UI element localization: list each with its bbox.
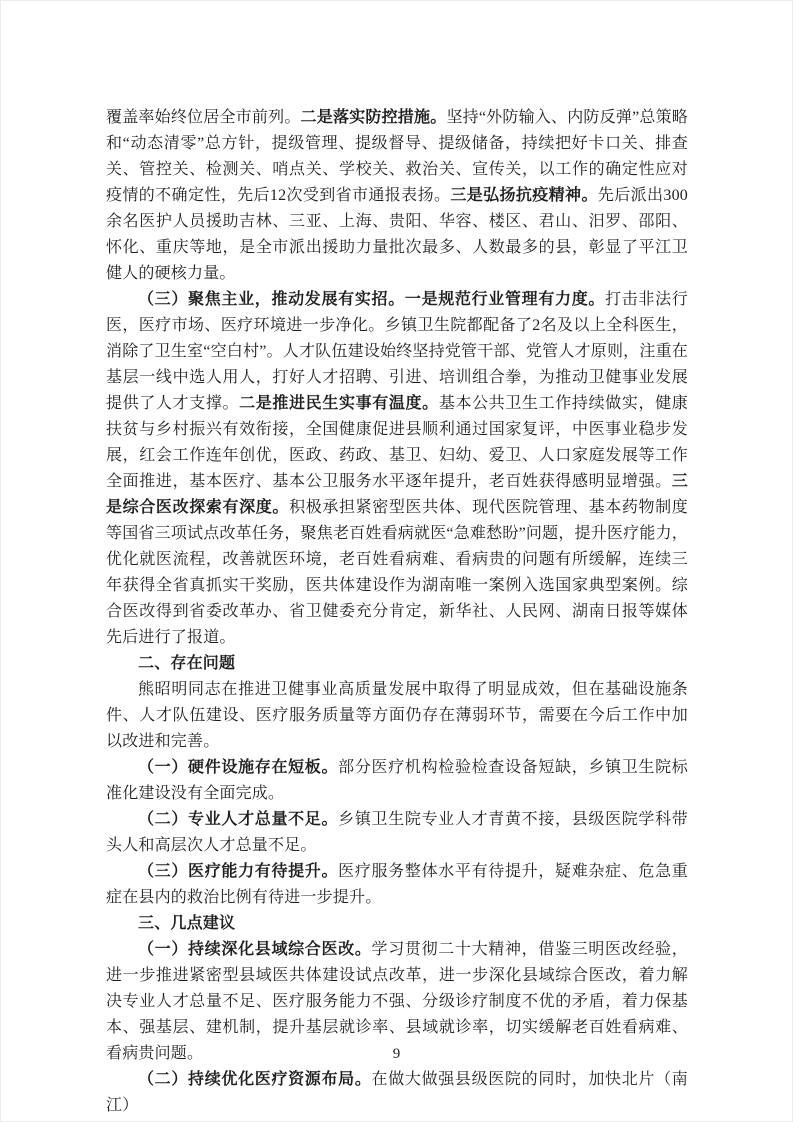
text-run: （二）专业人才总量不足。 [138,811,339,828]
paragraph [106,807,688,859]
text-run: 乡镇卫生院专业人才青黄不接，县级医院学科带头人和高层次人才总量不足。 [106,811,688,854]
text-run: 部分医疗机构检验检查设备短缺，乡镇卫生院标准化建设没有全面完成。 [106,759,688,802]
text-run: 二是推进民生实事有温度。 [239,395,439,412]
text-run: 积极承担紧密型医共体、现代医院管理、基本药物制度等国省三项试点改革任务，聚焦老百姓看病就医“急难愁盼”问题，提升医疗能力，优化就医流程，改善就医环境，老百姓看病难、看病贵的问题有所缓解，连续三年获得全省真抓实干奖励，医共体建设作为湖南唯一案例入选国家典型案例。综合医改得到省委改革办、省卫健委充分肯定，新华社、人民网、湖南日报等媒体先后进行了报道。 [106,499,688,646]
text-run: 基本公共卫生工作持续做实，健康扶贫与乡村振兴有效衔接，全国健康促进县顺利通过国家复评，中医事业稳步发展，红会工作连年创优，医政、药政、基卫、妇幼、爱卫、人口家庭发展等工作全面推进，基本医疗、基本公卫服务水平逐年提升，老百姓获得感明显增强。 [106,395,688,490]
text-run: （三）医疗能力有待提升。 [138,863,339,880]
text-run: 在做大做强县级医院的同时，加快北片（南江） [106,1071,688,1114]
text-run: 二、存在问题 [138,655,236,672]
paragraph [106,755,688,807]
text-run: （一）硬件设施存在短板。 [138,759,339,776]
text-run: 三是弘扬抗疫精神。 [450,187,598,204]
text-run: （三）聚焦主业，推动发展有实招。一是规范行业管理有力度。 [138,291,606,308]
paragraph [106,105,688,287]
paragraph [106,1067,688,1119]
text-run: （二）持续优化医疗资源布局。 [138,1071,372,1088]
text-run: 覆盖率始终位居全市前列。 [106,109,301,126]
document-body [106,105,688,1119]
text-run: 三、几点建议 [138,915,236,932]
text-run: 坚持“外防输入、内防反弹”总策略和“动态清零”总方针，提级管理、提级督导、提级储备，持续把好卡口关、排查关、管控关、检测关、哨点关、学校关、救治关、宣传关，以工作的确定性应对疫情的不确定性，先后12次受到省市通报表扬。 [106,109,688,204]
text-run: 打击非法行医，医疗市场、医疗环境进一步净化。乡镇卫生院都配备了2名及以上全科医生，消除了卫生室“空白村”。人才队伍建设始终坚持党管干部、党管人才原则，注重在基层一线中选人用人，打好人才招聘、引进、培训组合拳，为推动卫健事业发展提供了人才支撑。 [106,291,688,412]
text-run: 先后派出300余名医护人员援助吉林、三亚、上海、贵阳、华容、楼区、君山、汨罗、邵阳、怀化、重庆等地，是全市派出援助力量批次最多、人数最多的县，彰显了平江卫健人的硬核力量。 [106,187,688,282]
paragraph [106,287,688,651]
text-run: 熊昭明同志在推进卫健事业高质量发展中取得了明显成效，但在基础设施条件、人才队伍建设、医疗服务质量等方面仍存在薄弱环节，需要在今后工作中加以改进和完善。 [106,681,688,750]
paragraph [106,677,688,755]
text-run: （一）持续深化县域综合医改。 [138,941,372,958]
text-run: 三是综合医改探索有深度。 [106,473,688,516]
section-heading [106,911,688,937]
text-run: 医疗服务整体水平有待提升，疑难杂症、危急重症在县内的救治比例有待进一步提升。 [106,863,688,906]
text-run: 二是落实防控措施。 [300,109,447,126]
section-heading [106,651,688,677]
text-run: 学习贯彻二十大精神，借鉴三明医改经验，进一步推进紧密型县域医共体建设试点改革，进一步深化县域综合医改，着力解决专业人才总量不足、医疗服务能力不强、分级诊疗制度不优的矛盾，着力保基本、强基层、建机制，提升基层就诊率、县域就诊率，切实缓解老百姓看病难、看病贵问题。 [106,941,688,1062]
paragraph [106,859,688,911]
page-number: 9 [392,1046,401,1062]
